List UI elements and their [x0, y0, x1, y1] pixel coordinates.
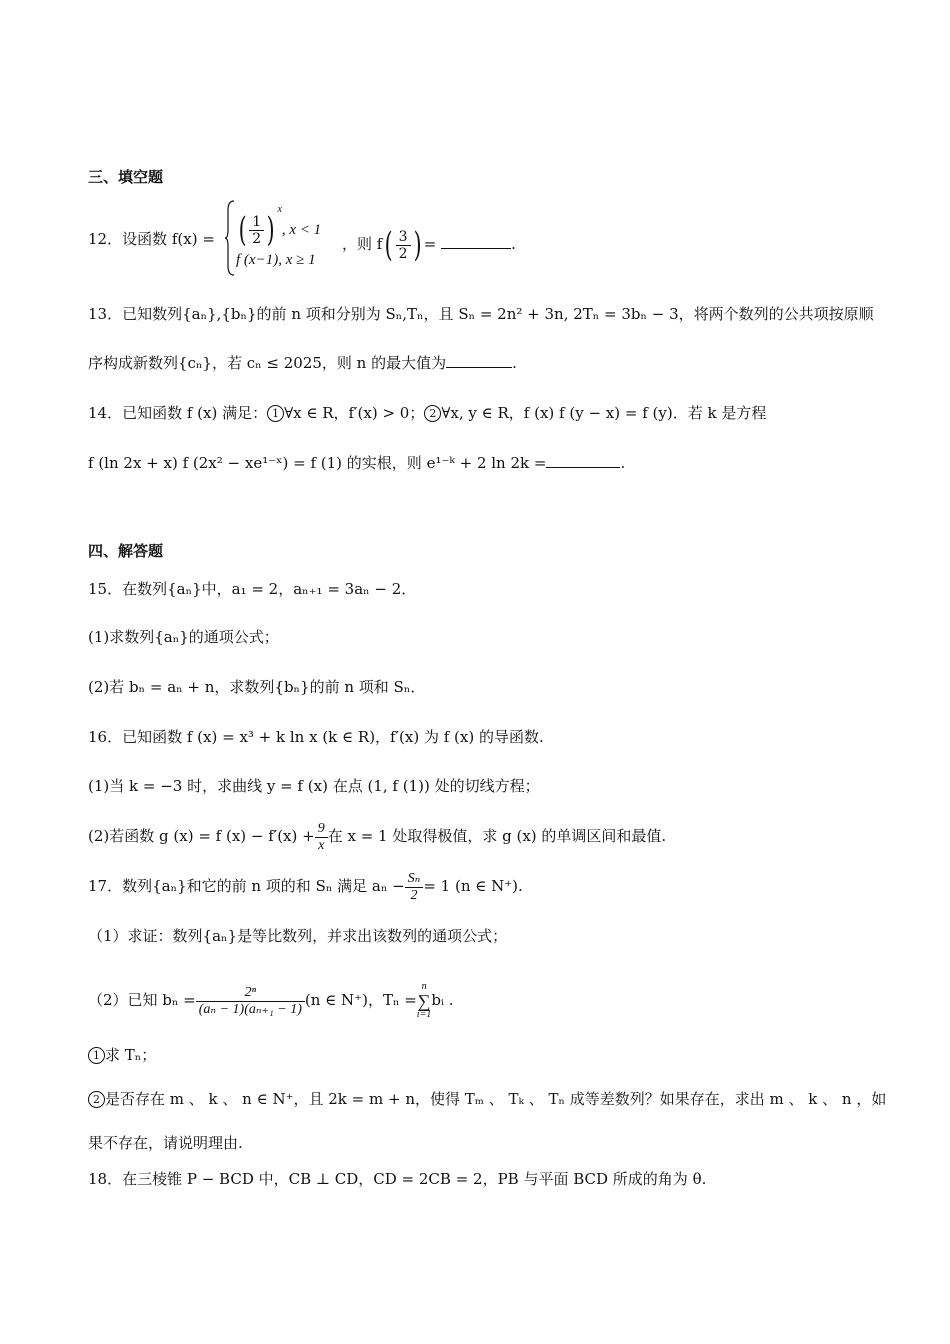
p17-q2: （2）已知 bₙ = $\frac{\text{2ⁿ}}{\text{(aₙ − 1)(aₙ₊₁ − 1)}}$ (n ∈ N⁺)，Tₙ =n ∑ i=1bᵢ . [88, 981, 454, 1020]
p13-line2: 序构成新数列{cₙ}，若 cₙ ≤ 2025，则 n 的最大值为 . [88, 354, 517, 372]
p14-line1: 14．已知函数 f (x) 满足： 1 ∀x ∈ R，f′(x) > 0； 2 ∀x, y ∈ R，f (x) f (y − x) = f (y)．若 k 是方程 [88, 404, 767, 422]
brace-icon [225, 200, 235, 276]
p16-line1: 16．已知函数 f (x) = x³ + k ln x (k ∈ R)，f′(x) 为 f (x) 的导函数. [88, 728, 544, 746]
section-heading-fill-blank: 三、填空题 [88, 168, 164, 186]
p18-line1: 18．在三棱锥 P − BCD 中，CB ⊥ CD，CD = 2CB = 2，PB 与平面 BCD 所成的角为 θ. [88, 1170, 707, 1188]
p12-lead: 12．设函数 f(x) = [88, 230, 215, 248]
p17-sub2-line2: 果不存在，请说明理由. [88, 1134, 243, 1152]
circled-number-icon: 2 [88, 1091, 105, 1108]
p15-q1: (1)求数列{aₙ}的通项公式； [88, 628, 279, 646]
p12-piece1: ( $\frac{1}{2}$ )$^x$, x < 1 [238, 204, 322, 250]
answer-blank [446, 353, 512, 368]
answer-blank [441, 234, 511, 249]
p17-sub2-line1: 2 是否存在 m 、 k 、 n ∈ N⁺，且 2k = m + n，使得 Tₘ 、 Tₖ 、 Tₙ 成等差数列？如果存在，求出 m 、 k 、 n ，如 [88, 1088, 886, 1110]
answer-blank [546, 453, 620, 468]
circled-number-icon: 1 [267, 405, 284, 422]
p13-line1: 13．已知数列{aₙ},{bₙ}的前 n 项和分别为 Sₙ,Tₙ，且 Sₙ = 2n² + 3n, 2Tₙ = 3bₙ − 3，将两个数列的公共项按原顺 [88, 305, 874, 323]
section-heading-answer: 四、解答题 [88, 542, 164, 560]
p17-q1: （1）求证：数列{aₙ}是等比数列，并求出该数列的通项公式； [88, 927, 508, 945]
circled-number-icon: 1 [88, 1047, 105, 1064]
p17-line1: 17．数列{aₙ}和它的前 n 项的和 Sₙ 满足 aₙ − $\frac{\text{Sₙ}}{2}$ = 1 (n ∈ N⁺). [88, 870, 523, 903]
p12-after: ，则 f( $\frac{3}{2}$ ) = . [342, 225, 516, 265]
p17-sub1: 1 求 Tₙ； [88, 1044, 156, 1066]
circled-number-icon: 2 [424, 405, 441, 422]
p12-piece2: f (x−1), x ≥ 1 [236, 252, 316, 268]
p16-q2: (2)若函数 g (x) = f (x) − f′(x) + $\frac{9}{x}$ 在 x = 1 处取得极值，求 g (x) 的单调区间和最值. [88, 820, 667, 853]
sum-symbol: n ∑ i=1 [416, 981, 432, 1020]
p15-q2: (2)若 bₙ = aₙ + n，求数列{bₙ}的前 n 项和 Sₙ． [88, 678, 426, 696]
p16-q1: (1)当 k = −3 时，求曲线 y = f (x) 在点 (1, f (1)) 处的切线方程； [88, 777, 540, 795]
p14-line2: f (ln 2x + x) f (2x² − xe¹⁻ˣ) = f (1) 的实根，则 e¹⁻ᵏ + 2 ln 2k = . [88, 454, 626, 472]
p15-line1: 15．在数列{aₙ}中，a₁ = 2，aₙ₊₁ = 3aₙ − 2． [88, 580, 417, 598]
